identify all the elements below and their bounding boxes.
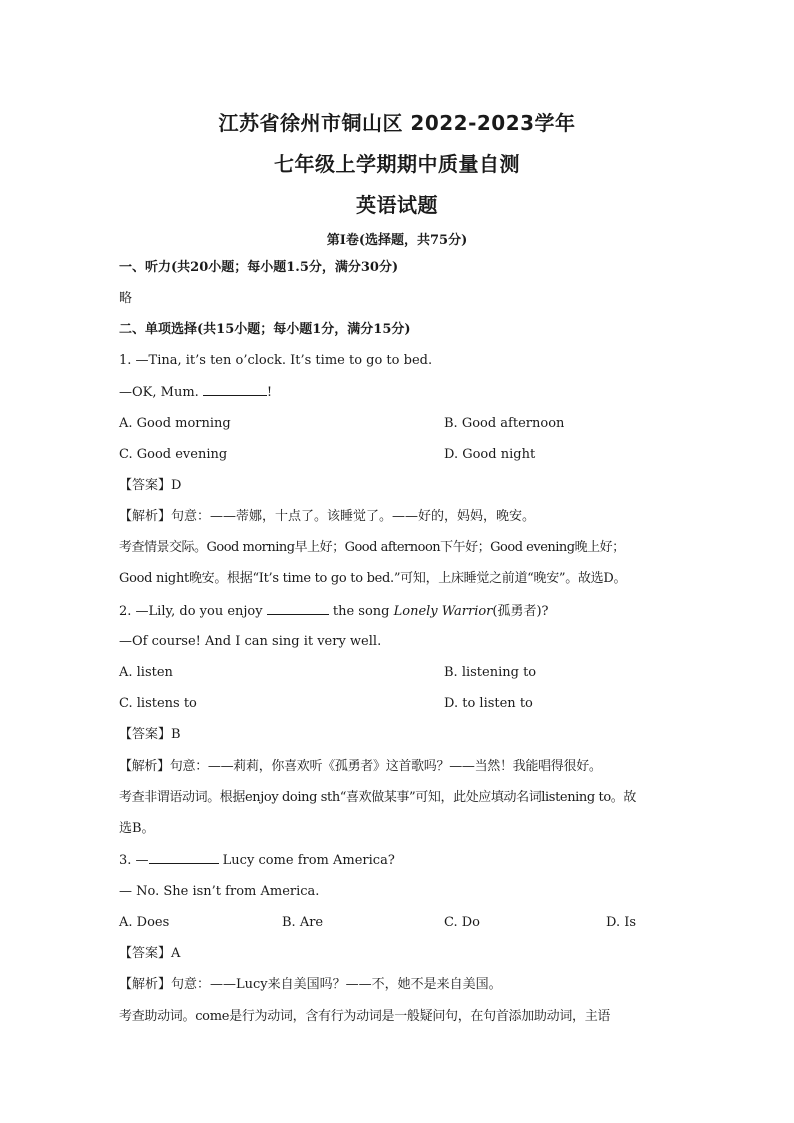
q1-answer: 【答案】D <box>119 478 182 493</box>
section-single-choice-heading: 二、单项选择(共15小题；每小题1分，满分15分) <box>119 322 411 337</box>
q3-stem-end: Lucy come from America? <box>218 853 395 868</box>
q3-analysis-2: 考查助动词。come是行为动词，含有行为动词是一般疑问句，在句首添加助动词，主语 <box>119 1009 611 1024</box>
q2-analysis-1: 【解析】句意：——莉莉，你喜欢听《孤勇者》这首歌吗？——当然！我能唱得很好。 <box>119 759 602 774</box>
q2-stem-line-2: —Of course! And I can sing it very well. <box>119 634 382 649</box>
q3-stem-line-2: — No. She isn’t from America. <box>119 884 320 899</box>
q3-option-c: C. Do <box>444 915 480 930</box>
title-line-1: 江苏省徐州市铜山区 2022-2023学年 <box>218 111 576 135</box>
volume-heading: 第Ⅰ卷(选择题，共75分) <box>326 233 468 248</box>
q2-answer: 【答案】B <box>119 727 181 742</box>
q2-stem-end: (孤勇者)? <box>492 604 549 619</box>
q3-answer-blank <box>149 851 219 864</box>
q1-stem-line-1: 1. —Tina, it’s ten o’clock. It’s time to go to bed. <box>119 353 433 368</box>
title-line-2: 七年级上学期期中质量自测 <box>274 152 520 176</box>
q2-stem-mid: the song <box>328 604 394 619</box>
q2-song-title: Lonely Warrior <box>393 604 493 619</box>
q1-option-a: A. Good morning <box>119 416 231 431</box>
q3-stem-line-1 <box>119 851 679 870</box>
q1-analysis-2: 考查情景交际。Good morning早上好；Good afternoon下午好；Good evening晚上好； <box>119 540 625 555</box>
q1-answer-blank <box>203 383 267 396</box>
q2-option-b: B. listening to <box>444 665 537 680</box>
q1-stem-end: ! <box>266 385 273 400</box>
q1-stem-line-2 <box>119 383 679 402</box>
q1-option-b: B. Good afternoon <box>444 416 565 431</box>
q1-analysis-3: Good night晚安。根据“It’s time to go to bed.”可知，上床睡觉之前道“晚安”。故选D。 <box>119 571 627 586</box>
q3-answer: 【答案】A <box>119 946 181 961</box>
q2-analysis-3: 选B。 <box>119 821 155 836</box>
q3-option-d: D. Is <box>606 915 637 930</box>
q2-stem-text: 2. —Lily, do you enjoy <box>119 604 267 619</box>
q3-option-a: A. Does <box>119 915 170 930</box>
q1-option-c: C. Good evening <box>119 447 228 462</box>
q2-answer-blank <box>267 602 329 615</box>
q2-stem-line-1 <box>119 602 679 621</box>
q1-stem-text: —OK, Mum. <box>119 385 203 400</box>
q1-analysis-1: 【解析】句意：——蒂娜，十点了。该睡觉了。——好的，妈妈，晚安。 <box>119 509 536 524</box>
q2-option-a: A. listen <box>119 665 173 680</box>
q3-stem-text: 3. — <box>119 853 149 868</box>
listening-omitted-note: 略 <box>119 291 133 306</box>
q3-analysis-1: 【解析】句意：——Lucy来自美国吗？——不，她不是来自美国。 <box>119 977 502 992</box>
section-listening-heading: 一、听力(共20小题；每小题1.5分，满分30分) <box>119 260 399 275</box>
q2-analysis-2: 考查非谓语动词。根据enjoy doing sth“喜欢做某事”可知，此处应填动名词listening to。故 <box>119 790 637 805</box>
q1-option-d: D. Good night <box>444 447 536 462</box>
q2-option-d: D. to listen to <box>444 696 533 711</box>
title-line-3: 英语试题 <box>356 193 438 217</box>
q3-option-b: B. Are <box>282 915 324 930</box>
q2-option-c: C. listens to <box>119 696 197 711</box>
